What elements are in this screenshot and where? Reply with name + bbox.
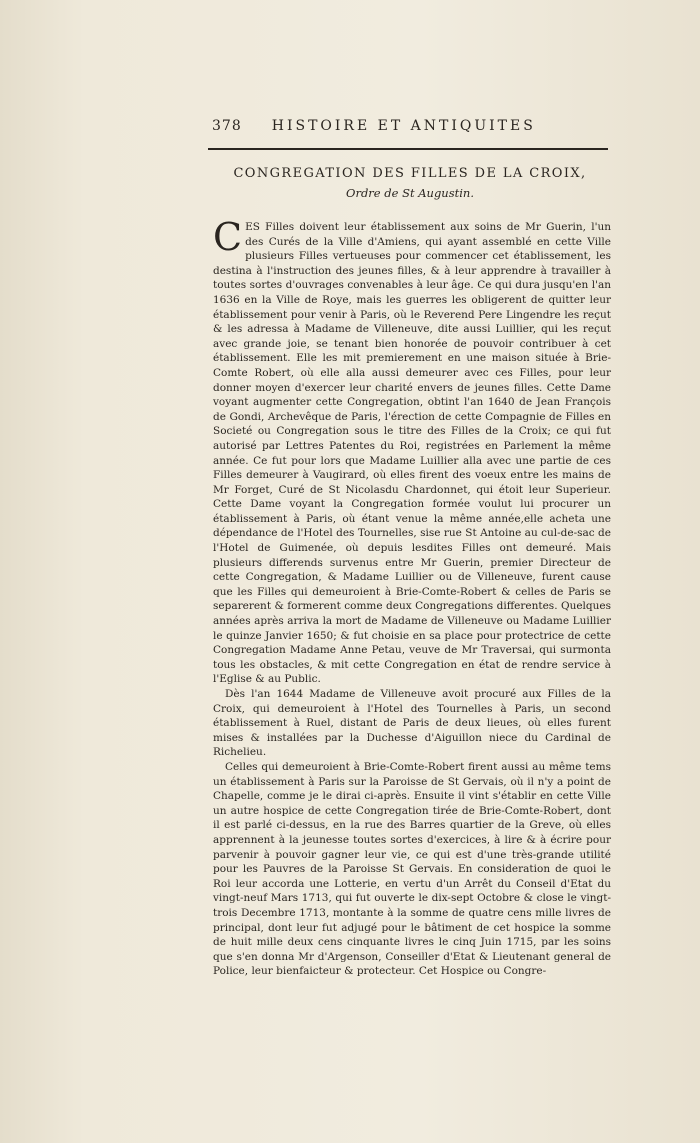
drop-cap: C: [213, 215, 243, 259]
page-header: [212, 118, 604, 134]
paragraph-2: Dès l'an 1644 Madame de Villeneuve avoit procuré aux Filles de la Croix, qui demeuroient à l'Hotel des Tournelles à Paris, un second établissement à Ruel, distant de Paris de deux lieues, où elles furent mises & installées par la Duchesse d'Aiguillon niece du Cardinal de Richelieu.: [213, 688, 611, 759]
article-subtitle: Ordre de St Augustin.: [346, 186, 474, 200]
paragraph-1: [213, 215, 611, 687]
paragraph-3: Celles qui demeuroient à Brie-Comte-Robert firent aussi au même tems un établissement à Paris sur la Paroisse de St Gervais, où il n'y a point de Chapelle, comme je le dirai ci-après. Ensuite il vint s'établir en cette Ville un autre hospice de cette Congregation tirée de Brie-Comte-Robert, dont il est parlé ci-dessus, en la rue des Barres quartier de la Greve, où elles apprennent à la jeunesse toutes sortes d'exercices, à lire & à écrire pour parvenir à pouvoir gagner leur vie, ce qui est d'une très-grande utilité pour les Pauvres de la Paroisse St Gervais. En consideration de quoi le Roi leur accorda une Lotterie, en vertu d'un Arrêt du Conseil d'Etat du vingt-neuf Mars 1713, qui fut ouverte le dix-sept Octobre & close le vingt-trois Decembre 1713, montante à la somme de quatre cens mille livres de principal, dont leur fut adjugé pour le bâtiment de cet hospice la somme de huit mille deux cens cinquante livres le cinq Juin 1715, par les soins que s'en donna Mr d'Argenson, Conseiller d'Etat & Lieutenant general de Police, leur bienfaicteur & protecteur. Cet Hospice ou Congre-: [213, 760, 611, 978]
paragraph-text: ES Filles doivent leur établissement aux soins de Mr Guerin, l'un des Curés de la Ville d'Amiens, qui ayant assemblé en cette Ville plusieurs Filles vertueuses pour commencer cet établissement, les destina à l'instruction des jeunes filles, & à leur apprendre à travailler à toutes sortes d'ouvrages convenables à leur âge. Ce qui dura jusqu'en l'an 1636 en la Ville de Roye, mais les guerres les obligerent de quitter leur établissement pour venir à Paris, où le Reverend Pere Lingendre les reçut & les adressa à Madame de Villeneuve, dite aussi Luillier, qui les reçut avec grande joie, se tenant bien honorée de pouvoir contribuer à cet établissement. Elle les mit premierement en une maison située à Brie-Comte Robert, où elle alla aussi demeurer avec ces Filles, pour leur donner moyen d'exercer leur charité envers de jeunes filles. Cette Dame voyant augmenter cette Congregation, obtint l'an 1640 de Jean François de Gondi, Archevêque de Paris, l'érection de cette Compagnie de Filles en Societé ou Congregation sous le titre des Filles de la Croix; ce qui fut autorisé par Lettres Patentes du Roi, registrées en Parlement la même année. Ce fut pour lors que Madame Luillier alla avec une partie de ces Filles demeurer à Vaugirard, où elles firent des voeux entre les mains de Mr Forget, Curé de St Nicolasdu Chardonnet, qui étoit leur Superieur. Cette Dame voyant la Congregation formée voulut lui procurer un établissement à Paris, où étant venue la même année,elle acheta une dépendance de l'Hotel des Tournelles, sise rue St Antoine au cul-de-sac de l'Hotel de Guimenée, où depuis lesdites Filles ont demeuré. Mais plusieurs differends survenus entre Mr Guerin, premier Directeur de cette Congregation, & Madame Luillier ou de Villeneuve, furent cause que les Filles qui demeuroient à Brie-Comte-Robert & celles de Paris se separerent & formerent comme deux Congregations differentes. Quelques années après arriva la mort de Madame de Villeneuve ou Madame Luillier le quinze Janvier 1650; & fut choisie en sa place pour protectrice de cette Congregation Madame Anne Petau, veuve de Mr Traversai, qui surmonta tous les obstacles, & mit cette Congregation en état de rendre service à l'Eglise & au Public.: [213, 221, 611, 686]
article-body: [213, 215, 611, 979]
header-rule: [208, 148, 608, 150]
article-title: CONGREGATION DES FILLES DE LA CROIX,: [233, 166, 587, 181]
page-number: 378: [212, 118, 242, 134]
running-title: HISTOIRE ET ANTIQUITES: [271, 118, 536, 134]
